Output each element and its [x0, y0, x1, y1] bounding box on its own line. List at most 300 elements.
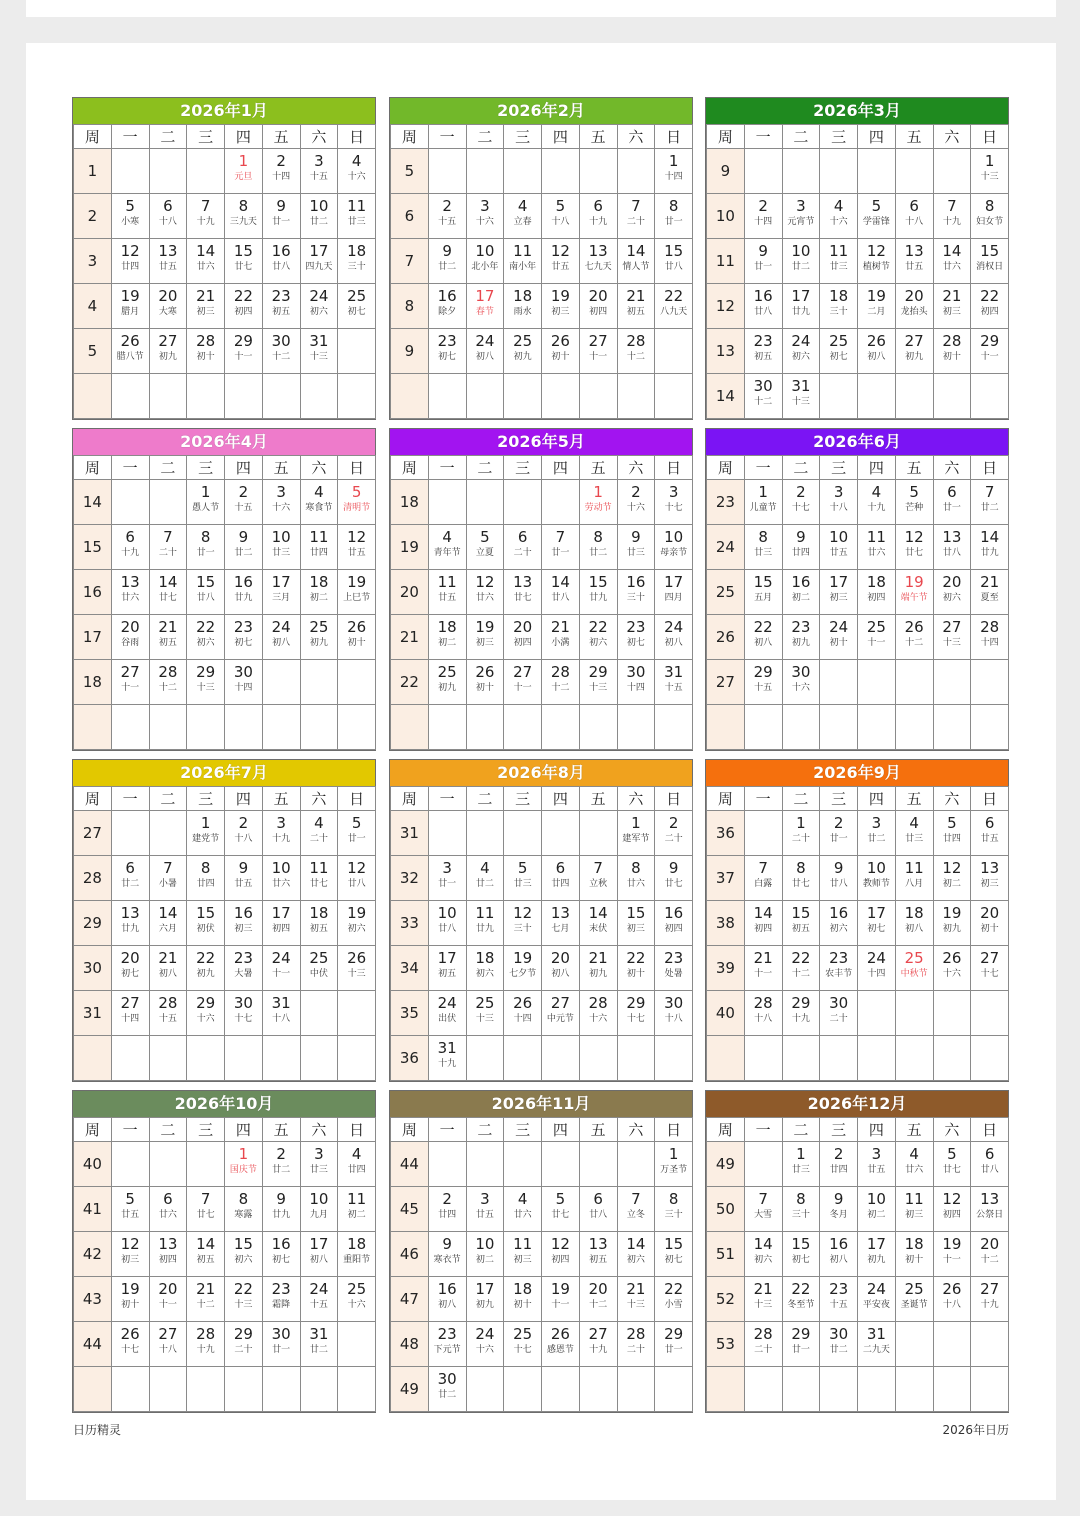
day-number: 30 [829, 1325, 849, 1343]
day-cell [111, 946, 149, 991]
day-cell [579, 194, 617, 239]
day-number: 11 [347, 197, 367, 215]
day-cell [504, 856, 542, 901]
month-grid [73, 1117, 376, 1412]
day-number: 3 [314, 152, 324, 170]
week-number: 5 [74, 329, 112, 374]
day-number: 11 [904, 1190, 924, 1208]
day-cell [579, 570, 617, 615]
week-number [391, 374, 429, 419]
week-row [707, 194, 1009, 239]
day-number: 19 [120, 287, 140, 305]
day-cell [225, 570, 263, 615]
day-cell [971, 1142, 1009, 1187]
day-number: 17 [866, 1235, 886, 1253]
day-number: 5 [555, 197, 566, 215]
lunar-label: 十八 [829, 503, 848, 513]
day-number: 12 [347, 859, 367, 877]
month-title: 2026年12月 [706, 1091, 1008, 1117]
lunar-label: 七夕节 [509, 969, 537, 979]
empty-day-cell [782, 1036, 820, 1081]
day-number: 18 [829, 287, 849, 305]
empty-day-cell [466, 480, 504, 525]
day-number: 21 [196, 1280, 216, 1298]
lunar-label: 小暑 [158, 879, 177, 889]
day-cell [617, 570, 655, 615]
day-number: 4 [909, 814, 919, 832]
day-number: 20 [588, 287, 608, 305]
month-title: 2026年5月 [390, 429, 692, 455]
week-number: 12 [707, 284, 745, 329]
day-cell [149, 856, 187, 901]
lunar-label: 初九 [475, 1300, 494, 1310]
day-cell [187, 660, 225, 705]
week-number: 28 [74, 856, 112, 901]
day-cell [895, 570, 933, 615]
lunar-label: 初三 [121, 1255, 140, 1265]
day-cell [744, 1277, 782, 1322]
week-number: 14 [74, 480, 112, 525]
lunar-label: 初八 [754, 638, 773, 648]
empty-day-cell [428, 480, 466, 525]
lunar-label: 初四 [980, 307, 999, 317]
lunar-label: 廿一 [347, 834, 366, 844]
month-grid [73, 786, 376, 1081]
empty-day-cell [820, 149, 858, 194]
day-number: 23 [829, 1280, 849, 1298]
week-row [707, 570, 1009, 615]
day-cell [466, 329, 504, 374]
lunar-label: 公祭日 [976, 1210, 1004, 1220]
day-number: 14 [626, 242, 646, 260]
weekday-header: 三 [504, 125, 542, 149]
day-number: 2 [833, 814, 844, 832]
lunar-label: 十一 [272, 969, 291, 979]
week-number: 44 [391, 1142, 429, 1187]
empty-day-cell [744, 1036, 782, 1081]
day-cell [149, 946, 187, 991]
week-number: 5 [391, 149, 429, 194]
week-number: 36 [707, 811, 745, 856]
lunar-label: 大雪 [754, 1210, 773, 1220]
empty-day-cell [617, 149, 655, 194]
empty-day-cell [300, 705, 338, 750]
empty-day-cell [782, 1367, 820, 1412]
day-number: 10 [791, 242, 811, 260]
day-number: 5 [909, 483, 919, 501]
weekday-header: 一 [111, 125, 149, 149]
day-cell [466, 239, 504, 284]
day-cell [504, 329, 542, 374]
day-number: 18 [513, 1280, 533, 1298]
lunar-label: 端午节 [900, 593, 928, 603]
empty-day-cell [542, 811, 580, 856]
day-number: 19 [942, 904, 962, 922]
day-number: 11 [347, 1190, 367, 1208]
weekday-header: 三 [187, 787, 225, 811]
lunar-label: 初四 [942, 1210, 961, 1220]
lunar-label: 廿五 [234, 879, 253, 889]
day-cell [655, 991, 693, 1036]
day-number: 2 [833, 1145, 844, 1163]
lunar-label: 十八 [664, 1014, 683, 1024]
day-cell [466, 284, 504, 329]
weekday-header: 五 [579, 125, 617, 149]
lunar-label: 初六 [196, 638, 215, 648]
day-number: 6 [947, 483, 957, 501]
lunar-label: 初十 [942, 352, 961, 362]
lunar-label: 廿九 [272, 1210, 291, 1220]
weekday-header: 五 [262, 125, 300, 149]
day-number: 18 [904, 1235, 924, 1253]
lunar-label: 初二 [438, 638, 457, 648]
day-cell [466, 856, 504, 901]
day-number: 18 [475, 949, 495, 967]
empty-day-cell [504, 1036, 542, 1081]
week-row [707, 1036, 1009, 1081]
day-number: 31 [309, 1325, 329, 1343]
week-row [74, 705, 376, 750]
day-cell [466, 946, 504, 991]
lunar-label: 重阳节 [343, 1255, 371, 1265]
lunar-label: 廿二 [272, 1165, 291, 1175]
month-grid [706, 455, 1009, 750]
lunar-label: 三九天 [229, 217, 257, 227]
lunar-label: 十一 [980, 352, 999, 362]
day-cell [617, 856, 655, 901]
day-cell [617, 901, 655, 946]
lunar-label: 十四 [234, 683, 253, 693]
day-cell [579, 1322, 617, 1367]
day-number: 30 [626, 663, 646, 681]
day-cell [617, 1322, 655, 1367]
day-cell [858, 480, 896, 525]
day-cell [504, 615, 542, 660]
day-cell [300, 946, 338, 991]
day-number: 20 [120, 618, 140, 636]
empty-day-cell [579, 811, 617, 856]
day-number: 10 [829, 528, 849, 546]
lunar-label: 初六 [309, 307, 328, 317]
day-cell [895, 239, 933, 284]
day-number: 3 [833, 483, 844, 501]
day-cell [428, 991, 466, 1036]
week-row [74, 194, 376, 239]
day-cell [300, 284, 338, 329]
lunar-label: 二十 [754, 1345, 773, 1355]
lunar-label: 立冬 [626, 1210, 645, 1220]
day-number: 26 [120, 332, 140, 350]
day-cell [933, 329, 971, 374]
empty-day-cell [187, 374, 225, 419]
day-cell [782, 329, 820, 374]
day-number: 25 [904, 1280, 924, 1298]
day-cell [579, 480, 617, 525]
day-number: 13 [980, 1190, 1000, 1208]
empty-day-cell [579, 149, 617, 194]
lunar-label: 白露 [754, 879, 773, 889]
lunar-label: 十九 [791, 1014, 810, 1024]
empty-day-cell [262, 1367, 300, 1412]
lunar-label: 五月 [754, 593, 773, 603]
weekday-header: 四 [225, 456, 263, 480]
weekday-header: 二 [149, 456, 187, 480]
day-cell [149, 1232, 187, 1277]
day-cell [895, 1232, 933, 1277]
day-number: 13 [120, 573, 140, 591]
lunar-label: 三十 [791, 1210, 810, 1220]
month-block [705, 428, 1009, 751]
day-cell [111, 1277, 149, 1322]
day-number: 22 [588, 618, 608, 636]
day-number: 21 [753, 949, 773, 967]
lunar-label: 廿三 [309, 1165, 328, 1175]
week-number: 17 [74, 615, 112, 660]
week-column-header: 周 [74, 456, 112, 480]
day-number: 20 [550, 949, 570, 967]
day-number: 29 [196, 994, 216, 1012]
day-number: 15 [791, 904, 811, 922]
day-number: 3 [442, 859, 452, 877]
empty-day-cell [149, 149, 187, 194]
day-cell [820, 946, 858, 991]
day-cell [744, 1187, 782, 1232]
lunar-label: 初三 [980, 879, 999, 889]
empty-day-cell [504, 149, 542, 194]
lunar-label: 出伏 [438, 1014, 457, 1024]
day-cell [225, 1322, 263, 1367]
day-number: 7 [758, 1190, 768, 1208]
day-cell [858, 856, 896, 901]
day-number: 14 [550, 573, 570, 591]
empty-day-cell [149, 705, 187, 750]
lunar-label: 廿一 [272, 1345, 291, 1355]
day-number: 24 [271, 618, 291, 636]
day-cell [504, 660, 542, 705]
day-cell [858, 329, 896, 374]
day-number: 18 [347, 242, 367, 260]
day-number: 25 [866, 618, 886, 636]
day-cell [820, 284, 858, 329]
day-number: 26 [120, 1325, 140, 1343]
weekday-header: 三 [187, 456, 225, 480]
day-number: 15 [233, 242, 253, 260]
day-cell [655, 946, 693, 991]
lunar-label: 十九 [589, 217, 608, 227]
lunar-label: 万圣节 [660, 1165, 688, 1175]
day-cell [225, 1232, 263, 1277]
day-cell [149, 615, 187, 660]
week-number: 16 [74, 570, 112, 615]
weekday-header-row [74, 787, 376, 811]
lunar-label: 廿四 [551, 879, 570, 889]
day-cell [820, 901, 858, 946]
day-number: 9 [833, 1190, 844, 1208]
week-column-header: 周 [74, 125, 112, 149]
day-cell [782, 1232, 820, 1277]
day-number: 13 [588, 1235, 608, 1253]
day-cell [338, 570, 376, 615]
lunar-label: 廿五 [905, 262, 924, 272]
week-row [707, 1367, 1009, 1412]
month-grid [706, 786, 1009, 1081]
day-cell [933, 946, 971, 991]
lunar-label: 初九 [309, 638, 328, 648]
week-column-header: 周 [74, 787, 112, 811]
day-cell [782, 1142, 820, 1187]
day-cell [782, 194, 820, 239]
day-number: 4 [909, 1145, 919, 1163]
week-column-header: 周 [707, 125, 745, 149]
day-cell [655, 901, 693, 946]
lunar-label: 十三 [196, 683, 215, 693]
day-cell [579, 660, 617, 705]
weekday-header: 六 [617, 456, 655, 480]
day-cell [466, 991, 504, 1036]
day-cell [971, 480, 1009, 525]
empty-day-cell [338, 660, 376, 705]
week-number [74, 1036, 112, 1081]
empty-day-cell [504, 1142, 542, 1187]
month-block [389, 1090, 693, 1413]
day-cell [111, 570, 149, 615]
week-column-header: 周 [707, 787, 745, 811]
lunar-label: 寒食节 [305, 503, 333, 513]
empty-day-cell [971, 660, 1009, 705]
day-number: 4 [351, 1145, 362, 1163]
empty-day-cell [428, 705, 466, 750]
lunar-label: 初四 [754, 924, 773, 934]
lunar-label: 十三 [234, 1300, 253, 1310]
lunar-label: 廿六 [513, 1210, 532, 1220]
empty-day-cell [504, 811, 542, 856]
lunar-label: 教师节 [862, 879, 890, 889]
week-number: 15 [74, 525, 112, 570]
empty-day-cell [542, 374, 580, 419]
day-cell [504, 901, 542, 946]
day-number: 29 [626, 994, 646, 1012]
month-grid [706, 124, 1009, 419]
day-number: 28 [196, 1325, 216, 1343]
day-cell [617, 615, 655, 660]
week-number: 8 [391, 284, 429, 329]
week-row [707, 856, 1009, 901]
day-cell [466, 660, 504, 705]
day-number: 31 [271, 994, 291, 1012]
day-number: 18 [347, 1235, 367, 1253]
week-row [74, 239, 376, 284]
lunar-label: 初四 [551, 1255, 570, 1265]
lunar-label: 初十 [905, 1255, 924, 1265]
weekday-header: 五 [895, 787, 933, 811]
empty-day-cell [579, 374, 617, 419]
day-cell [542, 239, 580, 284]
lunar-label: 廿八 [754, 307, 773, 317]
day-number: 1 [796, 1145, 806, 1163]
week-number: 49 [391, 1367, 429, 1412]
lunar-label: 廿四 [829, 1165, 848, 1175]
lunar-label: 初二 [867, 1210, 886, 1220]
lunar-label: 三十 [664, 1210, 683, 1220]
lunar-label: 初九 [942, 924, 961, 934]
day-cell [579, 525, 617, 570]
day-number: 17 [475, 287, 495, 305]
week-row [391, 194, 693, 239]
day-number: 14 [753, 904, 773, 922]
day-cell [428, 570, 466, 615]
day-number: 9 [442, 1235, 452, 1253]
day-cell [971, 525, 1009, 570]
weekday-header: 六 [933, 1118, 971, 1142]
empty-day-cell [300, 1036, 338, 1081]
day-number: 25 [904, 949, 924, 967]
lunar-label: 廿二 [791, 262, 810, 272]
lunar-label: 初八 [438, 1300, 457, 1310]
day-cell [655, 1277, 693, 1322]
day-number: 22 [791, 1280, 811, 1298]
weekday-header-row [391, 1118, 693, 1142]
day-number: 15 [588, 573, 608, 591]
week-row [74, 480, 376, 525]
lunar-label: 初三 [905, 1210, 924, 1220]
week-number: 50 [707, 1187, 745, 1232]
week-row [391, 284, 693, 329]
day-number: 14 [626, 1235, 646, 1253]
month-title: 2026年1月 [73, 98, 375, 124]
day-cell [300, 1322, 338, 1367]
day-cell [542, 991, 580, 1036]
day-number: 8 [668, 197, 679, 215]
day-cell [149, 660, 187, 705]
lunar-label: 十五 [234, 503, 253, 513]
lunar-label: 十二 [905, 638, 924, 648]
week-row [74, 1367, 376, 1412]
day-cell [858, 525, 896, 570]
day-cell [744, 660, 782, 705]
day-cell [617, 525, 655, 570]
day-number: 29 [233, 332, 253, 350]
lunar-label: 十五 [664, 683, 683, 693]
weekday-header-row [707, 787, 1009, 811]
day-number: 17 [866, 904, 886, 922]
day-cell [895, 1187, 933, 1232]
day-cell [262, 329, 300, 374]
day-number: 21 [588, 949, 608, 967]
lunar-label: 廿四 [121, 262, 140, 272]
weekday-header: 一 [744, 1118, 782, 1142]
day-number: 17 [664, 573, 684, 591]
weekday-header: 四 [542, 125, 580, 149]
day-cell [338, 149, 376, 194]
lunar-label: 学雷锋 [862, 217, 890, 227]
day-number: 27 [980, 949, 1000, 967]
day-number: 9 [238, 528, 249, 546]
day-number: 25 [437, 663, 457, 681]
lunar-label: 初八 [475, 352, 494, 362]
day-cell [225, 480, 263, 525]
day-number: 17 [309, 1235, 329, 1253]
lunar-label: 廿二 [829, 1345, 848, 1355]
weekday-header: 六 [617, 787, 655, 811]
day-number: 15 [980, 242, 1000, 260]
lunar-label: 十四 [513, 1014, 532, 1024]
weekday-header: 四 [858, 1118, 896, 1142]
week-number [74, 374, 112, 419]
lunar-label: 初六 [234, 1255, 253, 1265]
day-cell [187, 480, 225, 525]
day-cell [971, 1277, 1009, 1322]
day-cell [617, 1232, 655, 1277]
